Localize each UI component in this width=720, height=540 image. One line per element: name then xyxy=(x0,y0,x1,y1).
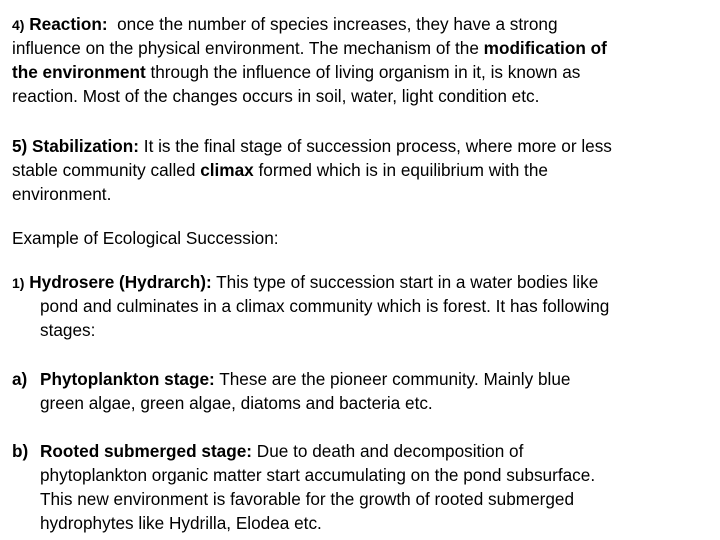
phytoplankton-text: These are the pioneer community. Mainly blue xyxy=(214,369,571,389)
reaction-emphasis: the environment xyxy=(12,62,146,82)
reaction-text: through the influence of living organism in it, is known as xyxy=(145,62,581,82)
reaction-emphasis: modification of xyxy=(483,38,607,58)
hydrosere-paragraph-line-2: pond and culminates in a climax community which is forest. It has following xyxy=(40,296,610,316)
reaction-paragraph-line-4: reaction. Most of the changes occurs in soil, water, light condition etc. xyxy=(12,86,540,106)
phytoplankton-letter: a) xyxy=(12,369,28,389)
rooted-paragraph-line-3: This new environment is favorable for the growth of rooted submerged xyxy=(40,489,575,509)
rooted-paragraph-line-4: hydrophytes like Hydrilla, Elodea etc. xyxy=(40,513,322,533)
example-heading: Example of Ecological Succession: xyxy=(12,228,279,248)
hydrosere-paragraph-line-1 xyxy=(12,270,598,295)
stabilization-term: 5) Stabilization: xyxy=(12,136,140,156)
stabilization-text: It is the final stage of succession process, where more or less xyxy=(139,136,612,156)
phytoplankton-paragraph-line-2: green algae, green algae, diatoms and bacteria etc. xyxy=(40,393,433,413)
stabilization-paragraph-line-3: environment. xyxy=(12,184,112,204)
stabilization-text: formed which is in equilibrium with the xyxy=(253,160,548,180)
reaction-paragraph-line-3 xyxy=(12,60,580,84)
hydrosere-text: This type of succession start in a water bodies like xyxy=(211,272,599,292)
hydrosere-number: 1) xyxy=(12,275,25,291)
reaction-term: Reaction: xyxy=(29,14,108,34)
reaction-text: once the number of species increases, they have a strong xyxy=(107,14,558,34)
rooted-paragraph-line-1 xyxy=(12,439,523,463)
reaction-paragraph-line-1 xyxy=(12,12,558,37)
stabilization-emphasis: climax xyxy=(200,160,254,180)
stabilization-text: stable community called xyxy=(12,160,201,180)
reaction-text: influence on the physical environment. The mechanism of the xyxy=(12,38,484,58)
reaction-number: 4) xyxy=(12,17,25,33)
reaction-paragraph-line-2 xyxy=(12,36,607,60)
rooted-paragraph-line-2: phytoplankton organic matter start accumulating on the pond subsurface. xyxy=(40,465,596,485)
phytoplankton-term: Phytoplankton stage: xyxy=(40,369,215,389)
rooted-letter: b) xyxy=(12,441,29,461)
rooted-text: Due to death and decomposition of xyxy=(252,441,524,461)
stabilization-paragraph-line-2 xyxy=(12,158,548,182)
phytoplankton-paragraph-line-1 xyxy=(12,367,570,391)
hydrosere-term: Hydrosere (Hydrarch): xyxy=(29,272,212,292)
stabilization-paragraph-line-1 xyxy=(12,134,612,158)
rooted-term: Rooted submerged stage: xyxy=(40,441,253,461)
hydrosere-paragraph-line-3: stages: xyxy=(40,320,96,340)
